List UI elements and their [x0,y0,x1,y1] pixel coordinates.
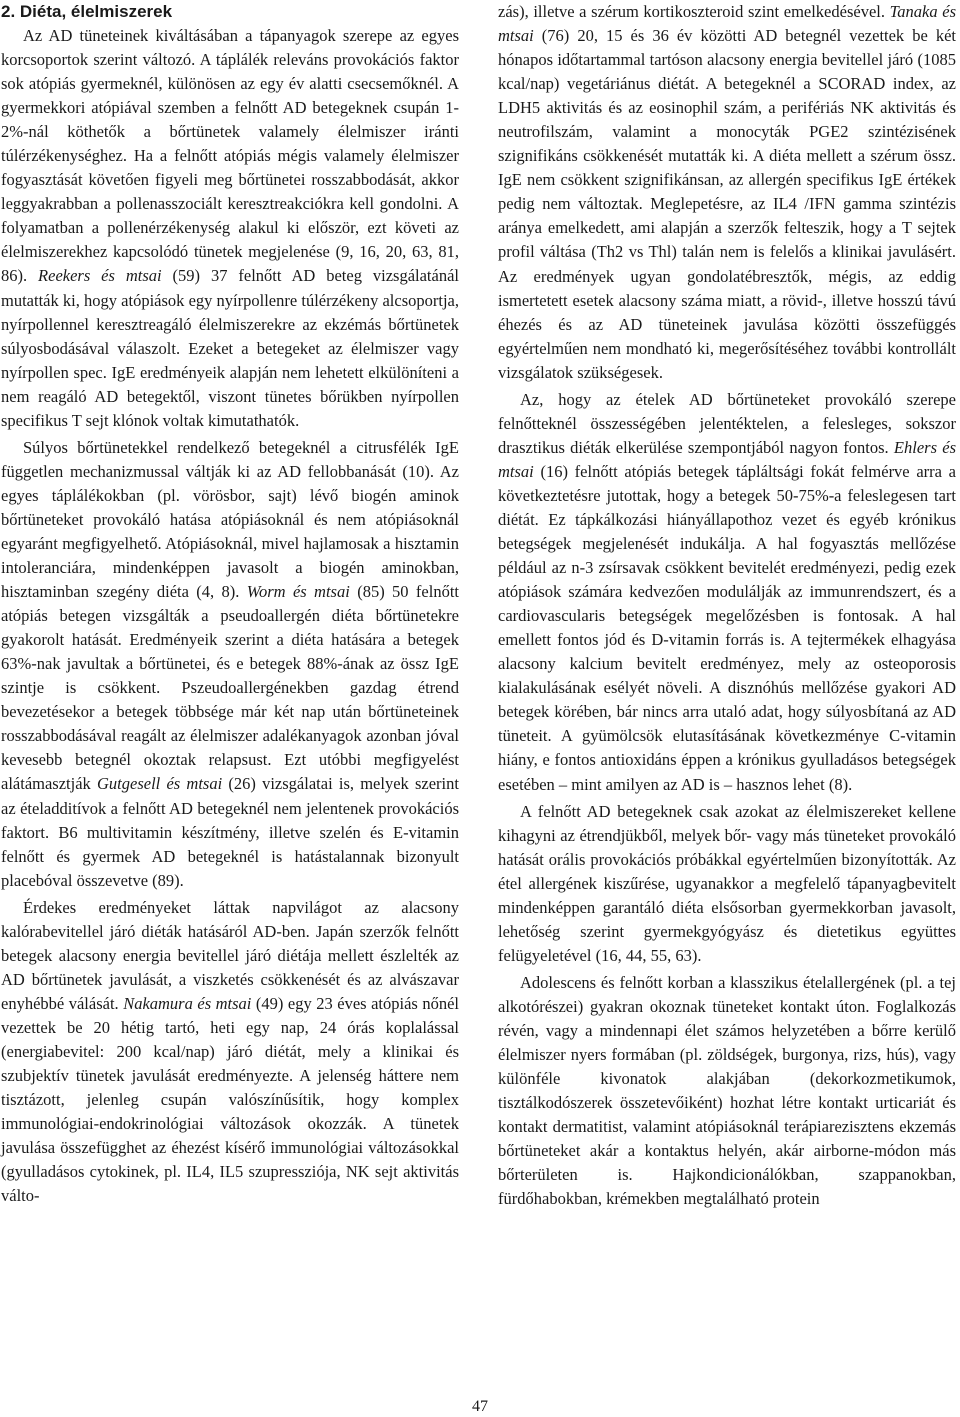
author-citation: Tanaka és mtsai [498,2,956,46]
right-column [498,0,956,1214]
body-paragraph [1,436,459,893]
author-citation: Gutgesell és mtsai [97,774,223,794]
page-number: 47 [472,1398,488,1415]
text-run: (16) felnőtt atópiás betegek tápláltsági fokát felmérve arra a következtetésre jutottak, hogy a betegek 50-75%-a feleslegesen tart diétát. Ez tápkálkozási hiányállapothoz vezet és egyéb krónikus betegségek megjelenését indukálja. A hal fogyasztás mellőzése például az n-3 zsírsavak csökkent bevitelét eredményezi, pedig ezek atópiások számára kedvezően modulálják az immunrendszert, és a cardiovascularis betegségek megelőzésben is fontosak. A hal emellett fontos jód és D-vitamin forrás is. A tejtermékek elhagyása alacsony kalcium bevitelt eredményez, mely az osteoporosis kialakulásának esélyét növeli. A disznóhús mellőzése gyakori AD betegek körében, bár nincs arra utaló adat, hogy súlyosbítaná az AD tüneteit. A gyümölcsök elutasításának következménye C-vitamin hiány, e fontos antioxidáns éppen a krónikus gyulladásos betegségek esetében – mint amilyen az AD is – hasznos lehet (8). [498,461,956,794]
body-paragraph [1,24,459,433]
text-run: (85) 50 felnőtt atópiás betegen vizsgálták a pseudoallergén diéta bőrtünetekre gyakorolt hatását. Eredményeik szerint a diéta hatására a betegek 63%-nak javultak a bőrtünetei, és e betegek 88%-ának az össz IgE szintje is csökkent. Pszeudoallergénekben gazdag étrend bevezetésekor a betegek többsége már két nap után bőrtüneteinek rosszabbodásával reagált az élelmiszer adalékanyagok azonban jóval kevesebb betegnél okoztak relapsust. Ezt utóbbi megfigyelést alátámasztják [1,582,459,794]
author-citation: Worm és mtsai [246,582,350,602]
left-column [1,0,459,1211]
text-run: (76) 20, 15 és 36 év közötti AD betegnél vezettek be két hónapos időtartammal tartóson alacsony energia bevitellel járó (1085 kcal/nap) vegetáriánus diétát. A betegeknél a SCORAD index, az LDH5 aktivitás és az eosinophil szám, a perifériás NK aktivitás és neutrofilszám, valamint a monocyták PGE2 szintézisének szignifikáns csökkenését mutatták ki. A diéta mellett a szérum össz. IgE nem csökkent szignifikánsan, az allergén specifikus IgE értékek pedig nem változtak. Meglepetésre, az IL4 /IFN gamma szintézis aránya emelkedett, ami alapján a szerzők felteszik, hogy a T sejtek profil váltása (Th2 vs Thl) talán nem is felelős a klinikai javulásért. Az eredmények ugyan gondolatébresztők, mégis, az eddig ismertetett esetek alacsony száma miatt, a rövid-, illetve hosszú távú éhezés és az AD tüneteinek javulása közötti összefüggés egyértelműen nem mondható ki, megerősítéséhez további kontrollált vizsgálatok szükségesek. [498,26,956,382]
right-paragraphs [498,0,956,1211]
body-paragraph [498,800,956,968]
text-run: A felnőtt AD betegeknek csak azokat az élelmiszereket kellene kihagyni az étrendjükből, melyek bőr- vagy más tüneteket provokáló hatását orális provokációs próbákkal egyértelműen bizonyították. Az étel allergének kiszűrése, ugyanakkor a megfelelő tápanyagbevitelt mindenképpen garantáló diéta elsősorban gyermekkorban javasolt, lehetőség szerint gyermekgyógyász és dietetikus együttes felügyeletével (16, 44, 55, 63). [498,801,956,965]
text-run: (26) vizsgálatai is, melyek szerint az ételadditívok a felnőtt AD betegeknél nem jelentenek provokációs faktort. B6 multivitamin készítmény, illetve szelén és E-vitamin felnőtt és gyermek AD betegeknél is hatástalannak bizonyult placebóval összevetve (89). [1,774,459,890]
text-run: Súlyos bőrtünetekkel rendelkező betegeknél a citrusfélék IgE független mechanizmussal váltják ki az AD fellobbanását (10). Az egyes táplálékokban (pl. vörösbor, sajt) lévő biogén aminok bőrtüneteket provokáló hatása atópiásoknál és nem atópiásoknál egyaránt megfigyelhető. Atópiásoknál, mivel hajlamosak a hisztamin intoleranciára, mindenképpen javasolt a biogén aminokban, hisztaminban szegény diéta (4, 8). [1,437,459,602]
body-paragraph [498,971,956,1211]
left-paragraphs [1,24,459,1208]
text-run: (49) egy 23 éves atópiás nőnél vezettek be 20 hétig tartó, heti egy nap, 24 órás koplalással (energiabevitel: 200 kcal/nap) járó diétát, mely a klinikai és szubjektív tünetek javulását eredményezte. A jelenség háttere nem tisztázott, jelenleg csupán valószínűsítik, hogy komplex immunológiai-endokrinológiai változások okozzák. A tünetek javulása összefügghet az éhezést kísérő immunológiai változásokkal (gyulladásos cytokinek, pl. IL4, IL5 szupressziója, NK sejt aktivitás válto- [1,993,460,1206]
text-run: Az, hogy az ételek AD bőrtüneteket provokáló szerepe felnőtteknél összességében jelentéktelen, a felesleges, sokszor drasztikus diéták elkerülése szempontjából nagyon fontos. [498,389,956,457]
section-heading: 2. Diéta, élelmiszerek [1,2,173,21]
author-citation: Ehlers és mtsai [498,437,956,481]
author-citation: Reekers és mtsai [38,266,162,286]
text-run: zás), illetve a szérum kortikoszteroid szint emelkedésével. [498,2,890,21]
text-run: Érdekes eredményeket láttak napvilágot az alacsony kalórabevitellel járó diéták hatásáról AD-ben. Japán szerzők felnőtt betegek alacsony energia bevitellel járó diétája mellett észlelték az AD bőrtünetek javulását, a viszketés csökkenését és az alvászavar enyhébbé válását. [1,897,459,1013]
author-citation: Nakamura és mtsai [123,993,252,1013]
body-paragraph [498,388,956,797]
body-paragraph [498,0,956,385]
text-run: Adolescens és felnőtt korban a klasszikus ételallergének (pl. a tej alkotórészei) gyakran okoznak tüneteket kontakt úton. Foglalkozás révén, vagy a mindennapi élet számos helyzetében a bőrre kerülő élelmiszer nyers formában (pl. zöldségek, burgonya, rizs, hús), vagy különféle kivonatok alakjában (dekorkozmetikumok, tisztálkodószerek összetevőiként) hozhat létre kontakt urticariát és kontakt dermatitist, valamint atópiásoknál terápiarezisztens ekzemás bőrtüneteket akár a kontaktus helyén, akár airborne-módon más bőrterületen is. Hajkondicionálókban, szappanokban, fürdőhabokban, krémekben megtalálható protein [498,972,956,1209]
text-run: Az AD tüneteinek kiváltásában a tápanyagok szerepe az egyes korcsoportok szerint változó. A táplálék releváns provokációs faktor sok atópiás gyermeknél, különösen az egy év alatti csecsemőknél. A gyermekkori atópiával szemben a felnőtt AD betegeknek csupán 1-2%-nál köthetők a bőrtünetek valamely élelmiszer iránti túlérzékenységhez. Ha a felnőtt atópiás mégis valamely élelmiszer fogyasztását követően figyeli meg bőrtünetei rosszabbodását, akkor leggyakrabban a pollenasszociált keresztreakciókra kell gondolni. A folyamatban a pollenérzékenység alakul ki először, ezt követi az élelmiszerekhez kapcsolódó tünetek megjelenése (9, 16, 20, 63, 81, 86). [1,26,459,286]
body-paragraph [1,896,459,1209]
text-run: (59) 37 felnőtt AD beteg vizsgálatánál mutatták ki, hogy atópiások egy nyírpollenre túlérzékeny alcsoportja, nyírpollennel keresztreagáló élelmiszerekre az ekzémás bőrtünetek súlyosbodásával válaszolt. Ezeket a betegeket az élelmiszer vagy nyírpollen spec. IgE eredményeik alapján nem lehetett elkülöníteni a nem reagáló AD betegektől, viszont tünetes bőrükben nyírpollen specifikus T sejt klónok voltak kimutathatók. [1,266,459,430]
